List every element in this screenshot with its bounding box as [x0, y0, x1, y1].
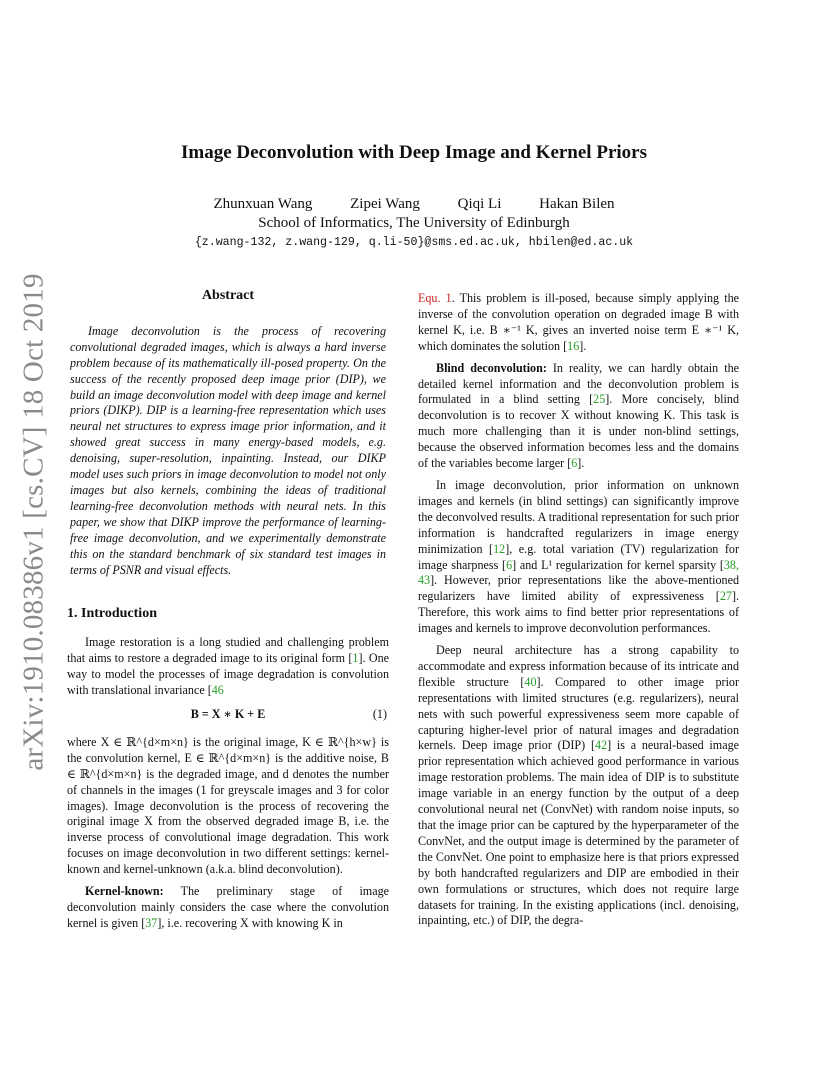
author-emails: {z.wang-132, z.wang-129, q.li-50}@sms.ed.ac.uk, hbilen@ed.ac.uk [194, 236, 634, 249]
citation-link[interactable]: 42 [594, 738, 608, 753]
intro-paragraph-1: Image restoration is a long studied and challenging problem that aims to restore a degraded image to its original form [1]. One way to model the processes of image degradation is convolution with translational invariance [46 [67, 635, 389, 698]
paper-title: Image Deconvolution with Deep Image and Kernel Priors [181, 142, 647, 163]
abstract-text: Image deconvolution is the process of recovering convolutional degraded images, which is always a hard inverse problem because of its mathematically ill-posed property. On the success of the recently proposed deep image prior (DIP), we build an image deconvolution model with deep image and kernel priors (DIKP). DIP is a learning-free representation which uses neural net structures to express image prior information, and it showed great success in many energy-based models, e.g. denoising, super-resolution, inpainting. Instead, our DIKP model uses such priors in image deconvolution to model not only images but also kernels, combining the ideas of traditional learning-free deconvolution methods with neural nets. In this paper, we show that DIKP improve the performance of learning-free image deconvolution, and we experimentally demonstrate this on the standard benchmark of six standard test images in terms of PSNR and visual effects. [70, 323, 386, 577]
citation-link[interactable]: 16 [567, 338, 580, 353]
dip-paragraph: Deep neural architecture has a strong capability to accommodate and express information because of its intricate and flexible structure [40]. Compared to other image prior representations with limited structures (e.g. regularizers), neural nets with such powerful expressiveness seem more capable of capturing higher-level prior of natural images and degradation kernels. Deep image prior (DIP) [42] is a neural-based image prior representation which achieved good performance in various image restoration problems. The main idea of DIP is to substitute image variable in an energy function by the output of a deep convolutional neural net (ConvNet) with random noise inputs, so that the image prior can be captured by the hyperparameter of the ConvNet, and the output image is determined by the parameter of the ConvNet. One point to emphasize here is that priors expressed by both handcrafted regularizers and DIP are embodied in their own formulations or structures, which does not require large datasets for training. In the existing applications (incl. denoising, inpainting, etc.) of DIP, the degra- [418, 643, 739, 928]
author-list [0, 196, 828, 213]
citation-link[interactable]: 38, 43 [418, 557, 739, 588]
equation-number: (1) [372, 706, 387, 721]
section-heading: 1. Introduction [67, 606, 157, 622]
citation-link[interactable]: 6 [571, 456, 578, 471]
right-column [418, 291, 739, 929]
author: Zhunxuan Wang [213, 196, 313, 212]
citation-link[interactable]: 27 [719, 589, 732, 604]
equation-link[interactable]: Equ. 1 [418, 291, 452, 305]
blind-deconvolution-paragraph: Blind deconvolution: In reality, we can hardly obtain the detailed kernel information and the deconvolution problem is formulated in a blind setting [25]. More concisely, blind deconvolution is to recover X without knowing K. This task is much more challenging than it is under non-blind settings, because the observed information becomes less and the domains of the variables become larger [6]. [418, 360, 739, 471]
prior-paragraph: In image deconvolution, prior information on unknown images and kernels (in blind settings) can significantly improve the deconvolved results. A traditional representation for such prior information is handcrafted regularizers in image energy minimization [12], e.g. total variation (TV) regularization for image sharpness [6] and L¹ regularization for kernel sparsity [38, 43]. However, prior representations like the above-mentioned regularizers have limited ability of expressiveness [27]. Therefore, this work aims to find better prior representations of images and kernels to improve deconvolution performances. [418, 477, 740, 636]
intro-paragraph-2: where X ∈ ℝ^{d×m×n} is the original image, K ∈ ℝ^{h×w} is the convolution kernel, E ∈ ℝ^{d×m×n} is the additive noise, B ∈ ℝ^{d×m×n} is the degraded image, and d denotes the number of channels in the images (1 for greyscale images and 3 for color images). Image deconvolution is the process of recovering the original image X from the observed degraded image B, i.e. the inverse process of convolutional image degradation. This work focuses on image deconvolution in two different settings: kernel-known and kernel-unknown (a.k.a. blind deconvolution). [67, 734, 389, 877]
kernel-known-paragraph: Kernel-known: The preliminary stage of image deconvolution mainly considers the case where the convolution kernel is given [37], i.e. recovering X with knowing K in [67, 884, 389, 930]
left-column [67, 288, 389, 932]
citation-link[interactable]: 46 [211, 683, 224, 698]
citation-link[interactable]: 6 [506, 557, 513, 572]
author: Zipei Wang [350, 196, 420, 212]
arxiv-id: arXiv:1910.08386v1 [cs.CV] 18 Oct 2019 [17, 273, 50, 771]
equation-body: B = X ∗ K + E [190, 706, 266, 721]
paragraph-continued: Equ. 1. This problem is ill-posed, because simply applying the inverse of the convolution operation on degraded image B with kernel K, i.e. B ∗⁻¹ K, gives an inverted noise term E ∗⁻¹ K, which dominates the solution [16]. [418, 291, 739, 353]
equation-1 [67, 707, 389, 725]
abstract-heading: Abstract [201, 288, 255, 303]
citation-link[interactable]: 12 [493, 541, 506, 556]
citation-link[interactable]: 40 [524, 674, 537, 689]
author: Qiqi Li [457, 196, 502, 212]
citation-link[interactable]: 1 [352, 651, 359, 666]
citation-link[interactable]: 25 [593, 392, 606, 407]
affiliation: School of Informatics, The University of Edinburgh [258, 215, 570, 231]
citation-link[interactable]: 37 [145, 915, 158, 930]
author: Hakan Bilen [539, 196, 615, 212]
arxiv-stamp [12, 273, 56, 771]
